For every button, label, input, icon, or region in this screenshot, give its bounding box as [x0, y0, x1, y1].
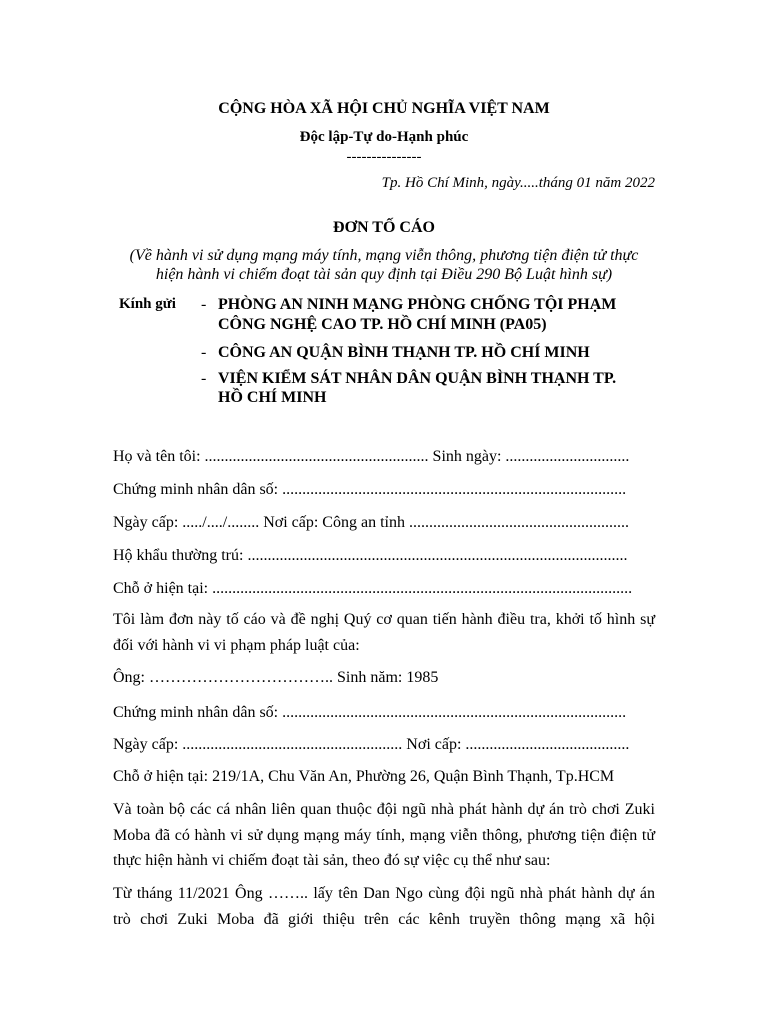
timeline-paragraph-line-1: Từ tháng 11/2021 Ông …….. lấy tên Dan Ngo cùng đội ngũ nhà phát hành dự án [113, 885, 655, 902]
request-paragraph-line-2: đối với hành vi vi phạm pháp luật của: [113, 637, 360, 654]
accused-id-line: Chứng minh nhân dân số: ...................................................................................... [113, 704, 627, 721]
accused-name-line: Ông: …………………………….. Sinh năm: 1985 [113, 669, 439, 686]
recipient-1-line-2: CÔNG NGHỆ CAO TP. HỒ CHÍ MINH (PA05) [218, 316, 547, 333]
recipient-2-line-1: CÔNG AN QUẬN BÌNH THẠNH TP. HỒ CHÍ MINH [218, 344, 590, 361]
document-title: ĐƠN TỐ CÁO [333, 219, 435, 236]
recipient-dash: - [201, 296, 207, 313]
applicant-name-line: Họ và tên tôi: ........................................................ Sinh ngày: ............................... [113, 448, 630, 465]
recipient-3-line-2: HỒ CHÍ MINH [218, 389, 327, 406]
applicant-issue-line: Ngày cấp: ...../..../........ Nơi cấp: Công an tỉnh ....................................................... [113, 514, 629, 531]
applicant-address-line: Chỗ ở hiện tại: ......................................................................................................... [113, 580, 633, 597]
subtitle-line-1: (Về hành vi sử dụng mạng máy tính, mạng viễn thông, phương tiện điện tử thực [129, 247, 639, 264]
country-name: CỘNG HÒA XÃ HỘI CHỦ NGHĨA VIỆT NAM [218, 100, 550, 117]
addressee-label: Kính gửi [119, 296, 176, 312]
timeline-paragraph-line-2: trò chơi Zuki Moba đã giới thiệu trên các kênh truyền thông mạng xã hội [113, 911, 655, 928]
facts-paragraph-line-3: thực hiện hành vi chiếm đoạt tài sản, theo đó sự việc cụ thể như sau: [113, 852, 551, 869]
applicant-id-line: Chứng minh nhân dân số: ...................................................................................... [113, 481, 627, 498]
place-date: Tp. Hồ Chí Minh, ngày.....tháng 01 năm 2022 [381, 175, 655, 191]
recipient-1-line-1: PHÒNG AN NINH MẠNG PHÒNG CHỐNG TỘI PHẠM [218, 296, 617, 313]
recipient-dash: - [201, 344, 207, 361]
facts-paragraph-line-1: Và toàn bộ các cá nhân liên quan thuộc đội ngũ nhà phát hành dự án trò chơi Zuki [113, 801, 655, 818]
request-paragraph-line-1: Tôi làm đơn này tố cáo và đề nghị Quý cơ quan tiến hành điều tra, khởi tố hình sự [113, 611, 655, 628]
subtitle-line-2: hiện hành vi chiếm đoạt tài sản quy định tại Điều 290 Bộ Luật hình sự) [155, 266, 613, 283]
facts-paragraph-line-2: Moba đã có hành vi sử dụng mạng máy tính, mạng viễn thông, phương tiện điện tử [113, 827, 655, 844]
recipient-dash: - [201, 370, 207, 387]
accused-issue-line: Ngày cấp: ....................................................... Nơi cấp: ......................................... [113, 736, 630, 753]
header-divider: --------------- [346, 149, 422, 165]
recipient-3-line-1: VIỆN KIỂM SÁT NHÂN DÂN QUẬN BÌNH THẠNH TP. [218, 370, 617, 387]
applicant-residence-line: Hộ khẩu thường trú: ............................................................................................... [113, 547, 628, 564]
motto: Độc lập-Tự do-Hạnh phúc [299, 129, 469, 145]
accused-address-line: Chỗ ở hiện tại: 219/1A, Chu Văn An, Phường 26, Quận Bình Thạnh, Tp.HCM [113, 768, 615, 785]
